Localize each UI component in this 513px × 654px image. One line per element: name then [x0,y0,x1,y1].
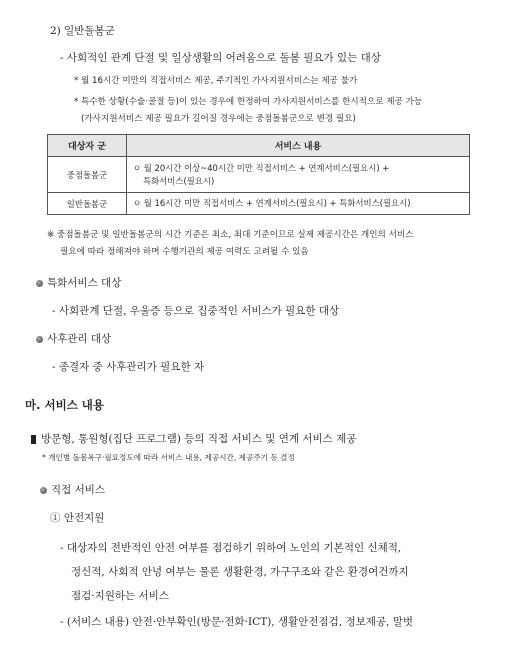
note-line: * 특수한 상황(수술·골절 등)이 있는 경우에 한정하여 가사지원서비스를 한시적으로 제공 가능 [74,97,423,107]
description-line: - (서비스 내용) 안전·안부확인(방문·전화·ICT), 생활안전점검, 정보제공, 말벗 [60,616,414,628]
circle-bullet-icon [40,487,47,494]
cell-line: 특화서비스(필요시) [143,175,215,186]
sub-heading: ① 안전지원 [50,512,105,524]
table-cell-content [127,157,470,193]
target-description: - 사회적인 관계 단절 및 일상생활의 어려움으로 돌봄 필요가 있는 대상 [60,52,381,64]
cell-line: ㅇ 월 16시간 미만 직접서비스 + 연계서비스(필요시) + 특화서비스(필요시) [133,198,411,208]
bullet-label: 직접 서비스 [51,484,106,496]
bullet-item [36,331,111,346]
circle-bullet-icon [36,280,43,287]
section-heading: 마. 서비스 내용 [25,398,105,412]
cell-line: ㅇ 월 20시간 이상~40시간 미만 직접서비스 + 연계서비스(필요시) + [133,162,390,173]
table-row [48,193,470,215]
table-row [48,157,470,193]
square-bullet-icon [31,435,36,444]
section-heading: 2) 일반돌봄군 [50,25,115,37]
circle-bullet-icon [36,336,43,343]
bullet-label: 사후관리 대상 [47,333,112,345]
description-line: 정신적, 사회적 안녕 여부는 물론 생활환경, 가구구조와 같은 환경여건까지 [71,566,409,578]
bullet-label: 특화서비스 대상 [47,277,122,289]
bullet-label: 방문형, 통원형(집단 프로그램) 등의 직접 서비스 및 연계 서비스 제공 [41,433,357,445]
bullet-item [40,482,105,497]
bullet-description: - 사회관계 단절, 우울증 등으로 집중적인 서비스가 필요한 대상 [52,305,340,317]
note-line: * 개인별 돌봄욕구·필요정도에 따라 서비스 내용, 제공시간, 제공주기 등 결정 [42,453,295,462]
description-line: - 대상자의 전반적인 안전 여부를 점검하기 위하여 노인의 기본적인 신체적, [60,542,402,554]
table-cell-group: 일반돌봄군 [48,193,127,215]
bullet-item [31,431,356,446]
table-header-cell: 대상자 군 [48,135,127,157]
note-line: * 월 16시간 미만의 직접서비스 제공, 주기적인 가사지원서비스는 제공 불가 [74,76,358,86]
bullet-description: - 종결자 중 사후관리가 필요한 자 [52,361,205,373]
table-header-row [48,135,470,157]
table-note: 필요에 따라 정해져야 하며 수행기관의 제공 여력도 고려될 수 있음 [60,247,309,257]
bullet-item [36,275,121,290]
service-table [47,134,470,215]
note-line: (가사지원서비스 제공 필요가 길어질 경우에는 중점돌봄군으로 변경 필요) [81,114,356,124]
description-line: 점검·지원하는 서비스 [71,590,169,602]
table-cell-group: 중점돌봄군 [48,157,127,193]
table-note: ※ 중점돌봄군 및 일반돌봄군의 시간 기준은 최소, 최대 기준이므로 실제 제공시간은 개인의 서비스 [47,230,414,240]
table-header-cell: 서비스 내용 [127,135,470,157]
table-cell-content [127,193,470,215]
